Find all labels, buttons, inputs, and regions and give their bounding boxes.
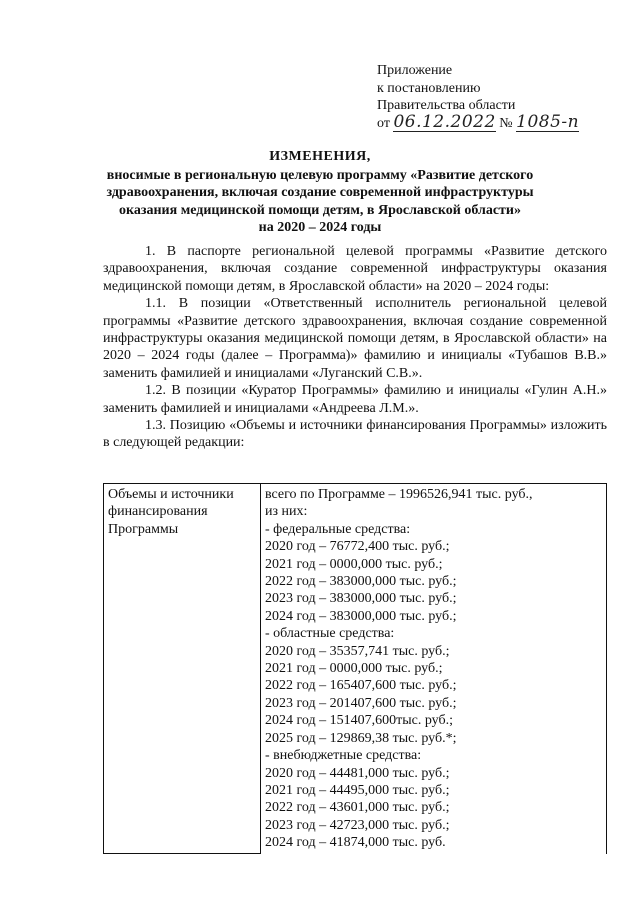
paragraph-1-1: 1.1. В позиции «Ответственный исполнитель региональной целевой программы «Развитие детского здравоохранения, включая создание современной инфраструктуры оказания медицинской помощи детям, в Ярославской области» на 2020 – 2024 годы (далее – Программа)» фамилию и инициалы «Тубашов В.В.» заменить фамилией и инициалами «Луганский С.В.». <box>103 296 607 381</box>
header-number-sign: № <box>499 115 513 131</box>
title-line: на 2020 – 2024 годы <box>258 220 382 235</box>
title-main: ИЗМЕНЕНИЯ, <box>269 149 371 164</box>
financing-line: 2021 год – 0000,000 тыс. руб.; <box>265 556 443 572</box>
document-body <box>103 243 607 452</box>
handwritten-date: 06.12.2022 <box>393 111 496 132</box>
financing-line: всего по Программе – 1996526,941 тыс. руб., <box>265 487 533 502</box>
financing-line: 2023 год – 42723,000 тыс. руб.; <box>265 817 450 833</box>
financing-line: 2020 год – 44481,000 тыс. руб.; <box>265 765 450 781</box>
header-date-prefix: от <box>377 115 390 131</box>
title-line: вносимые в региональную целевую программу «Развитие детского <box>106 167 534 183</box>
paragraph-1-3: 1.3. Позицию «Объемы и источники финансирования Программы» изложить в следующей редакции: <box>103 418 607 451</box>
title-line: здравоохранения, включая создание современной инфраструктуры <box>106 185 534 200</box>
financing-line: 2022 год – 165407,600 тыс. руб.; <box>265 678 457 694</box>
financing-line: 2020 год – 76772,400 тыс. руб.; <box>265 539 450 555</box>
financing-line: 2022 год – 383000,000 тыс. руб.; <box>265 574 457 590</box>
header-line-date-number <box>377 111 580 133</box>
financing-line: 2022 год – 43601,000 тыс. руб.; <box>265 800 450 816</box>
financing-line: 2024 год – 383000,000 тыс. руб.; <box>265 608 457 624</box>
financing-line: 2021 год – 0000,000 тыс. руб.; <box>265 661 443 677</box>
financing-label: Объемы и источники финансирования Программы <box>108 487 234 537</box>
header-line-resolution: к постановлению <box>377 80 481 96</box>
title-line: оказания медицинской помощи детям, в Ярославской области» <box>119 202 521 218</box>
header-line-government: Правительства области <box>377 98 516 113</box>
financing-line: 2025 год – 129869,38 тыс. руб.*; <box>265 730 457 746</box>
financing-line: 2023 год – 201407,600 тыс. руб.; <box>265 695 457 711</box>
paragraph-1-2: 1.2. В позиции «Куратор Программы» фамилию и инициалы «Гулин А.Н.» заменить фамилией и инициалами «Андреева Л.М.». <box>103 383 607 416</box>
financing-values-cell <box>261 484 607 854</box>
financing-line: - областные средства: <box>265 626 395 642</box>
paragraph-1: 1. В паспорте региональной целевой программы «Развитие детского здравоохранения, включая создание современной инфраструктуры оказания медицинской помощи детям, в Ярославской области» на 2020 – 2024 годы: <box>103 244 607 294</box>
document-title <box>100 148 540 237</box>
financing-line: 2020 год – 35357,741 тыс. руб.; <box>265 643 450 659</box>
financing-label-cell <box>104 484 261 854</box>
financing-line: - федеральные средства: <box>265 521 411 537</box>
table-row <box>104 484 607 854</box>
financing-line: 2023 год – 383000,000 тыс. руб.; <box>265 591 457 607</box>
approval-header <box>377 62 579 132</box>
financing-line: 2021 год – 44495,000 тыс. руб.; <box>265 782 450 798</box>
financing-line: 2024 год – 151407,600тыс. руб.; <box>265 713 453 729</box>
financing-line: из них: <box>265 504 308 520</box>
financing-table <box>103 483 607 854</box>
handwritten-number: 1085-п <box>516 111 580 132</box>
financing-line: - внебюджетные средства: <box>265 748 422 764</box>
financing-line: 2024 год – 41874,000 тыс. руб. <box>265 835 446 851</box>
header-line-appendix: Приложение <box>377 63 453 78</box>
